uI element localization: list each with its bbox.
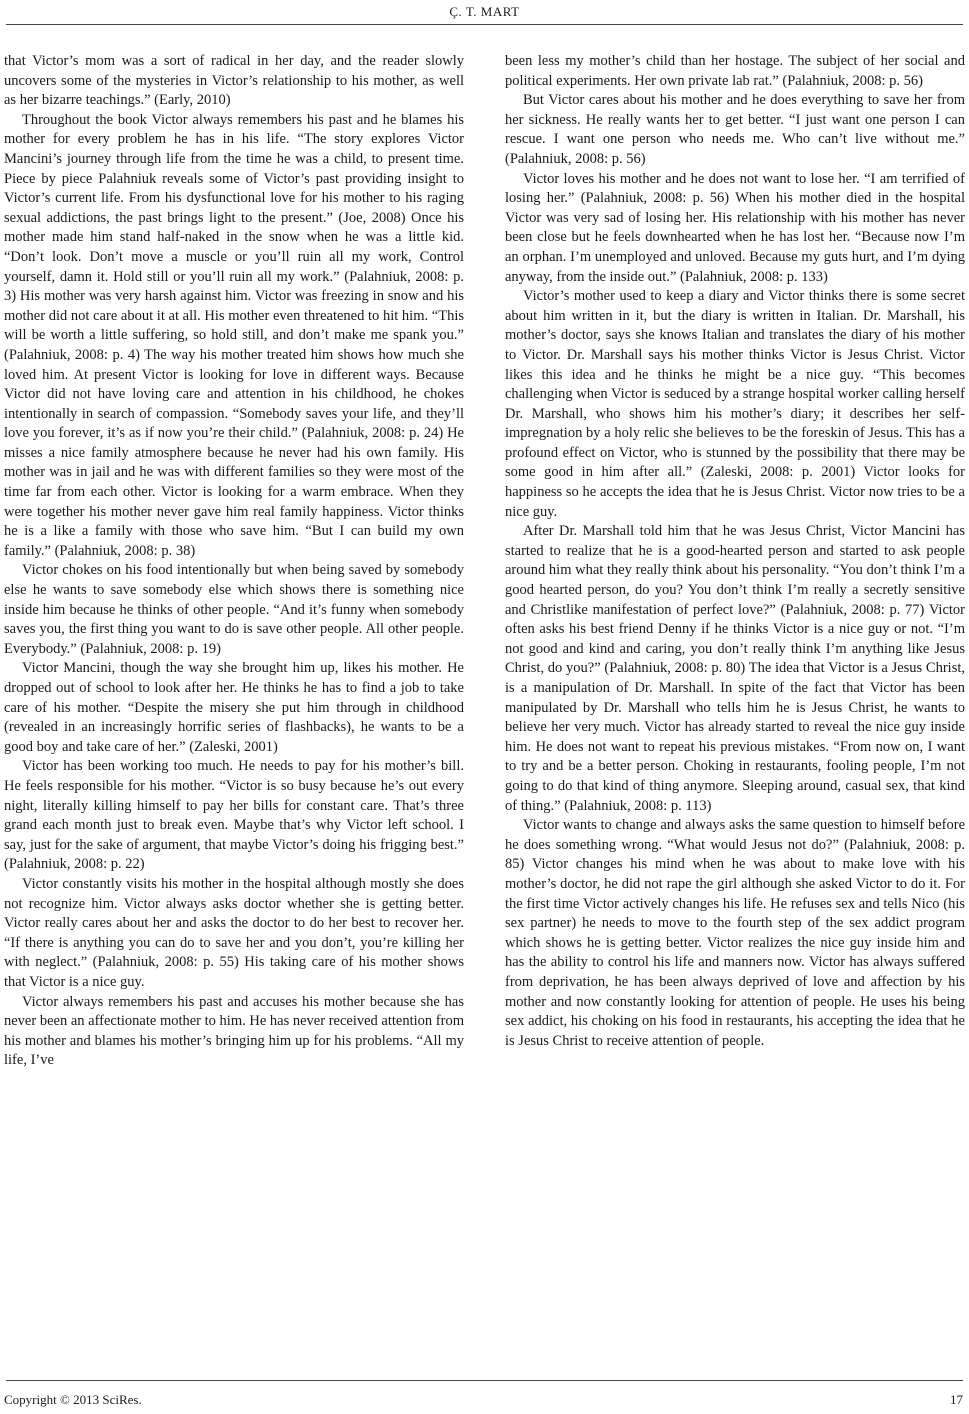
paragraph: Victor loves his mother and he does not want to lose her. “I am terrified of losing her.” (Palahniuk, 2008: p. 56) When his mother died in the hospital Victor was very sad of losing her. His relationship with his mother has never been close but he feels downhearted when he has lost her. “Because now I’m an orphan. I’m unemployed and unloved. Because my guts hurt, and I’m dying anyway, from the inside out.” (Palahniuk, 2008: p. 133) <box>505 170 965 285</box>
right-column <box>505 52 965 1051</box>
paragraph: Victor chokes on his food intentionally but when being saved by somebody else he wants to save somebody else which shows there is something nice inside him because he thinks of other people. “And it’s funny when somebody saves you, the first thing you want to do is save other people. All other people. Everybody.” (Palahniuk, 2008: p. 19) <box>4 562 464 657</box>
footer-rule <box>6 1380 963 1381</box>
paragraph: that Victor’s mom was a sort of radical in her day, and the reader slowly uncovers some of the mysteries in Victor’s relationship to his mother, as well as her bizarre teachings.” (Early, 2010) <box>4 53 464 109</box>
paragraph: Throughout the book Victor always remembers his past and he blames his mother for every problem he has in his life. “The story explores Victor Mancini’s journey through life from the time he was a child, to present time. Piece by piece Palahniuk reveals some of Victor’s past providing insight to Victor’s current life. From his dysfunctional love for his mother to his raging sexual addictions, the past brings light to the present.” (Joe, 2008) Once his mother made him stand half-naked in the snow when he was a little kid. “Don’t look. Don’t move a muscle or you’ll ruin all my work, Control yourself, damn it. Hold still or you’ll ruin all my work.” (Palahniuk, 2008: p. 3) His mother was very harsh against him. Victor was freezing in snow and his mother did not care about it at all. His mother even threatened to hit him. “This will be worth a little suffering, so hold still, and don’t make me spank you.” (Palahniuk, 2008: p. 4) The way his mother treated him shows how much she loved him. At present Victor is looking for love in different ways. Because Victor did not have loving care and attention in his childhood, he chokes intentionally in search of compassion. “Somebody saves your life, and they’ll love you forever, it’s as if now you’re their child.” (Palahniuk, 2008: p. 24) He misses a nice family atmosphere because he never had his own family. His mother was in jail and he was with different families so they were most of the time far from each other. Victor is looking for a warm embrace. When they were together his mother never gave him real family happiness. Victor thinks he is a like a family with those who save him. “But I can build my own family.” (Palahniuk, 2008: p. 38) <box>4 111 464 559</box>
paragraph: Victor has been working too much. He needs to pay for his mother’s bill. He feels responsible for his mother. “Victor is so busy because he’s out every night, literally killing himself to pay her bills for constant care. That’s three grand each month just to break even. Maybe that’s why Victor left school. I say, just for the sake of argument, that maybe Victor’s doing his frigging best.” (Palahniuk, 2008: p. 22) <box>4 758 464 873</box>
copyright-notice: Copyright © 2013 SciRes. <box>4 1392 142 1407</box>
left-column <box>4 52 464 1071</box>
running-head: Ç. T. MART <box>449 4 520 19</box>
paragraph: Victor constantly visits his mother in the hospital although mostly she does not recognize him. Victor always asks doctor whether she is getting better. Victor really cares about her and asks the doctor to do her best to recover her. “If there is anything you can do to save her and you don’t, you’re killing her with neglect.” (Palahniuk, 2008: p. 55) His taking care of his mother shows that Victor is a nice guy. <box>4 875 464 990</box>
paragraph: Victor wants to change and always asks the same question to himself before he does something wrong. “What would Jesus not do?” (Palahniuk, 2008: p. 85) Victor changes his mind when he was about to make love with his mother’s doctor, he did not rape the girl although she asked Victor to do it. For the first time Victor actively changes his life. He refuses sex and tells Nico (his sex partner) he needs to move to the fourth step of the sex addict program which shows he is getting better. Victor realizes the nice guy inside him and has the ability to control his life and manners now. Victor has always suffered from deprivation, he has been always deprived of love and affection by his mother and now constantly looking for attention of people. He uses his being sex addict, his choking on his food in restaurants, his accepting the idea that he is Jesus Christ to receive attention of people. <box>505 817 965 1049</box>
paragraph: Victor always remembers his past and accuses his mother because she has never been an affectionate mother to him. He has never received attention from his mother and blames his mother’s bringing him up for his problems. “All my life, I’ve <box>4 993 464 1069</box>
page-number: 17 <box>950 1392 963 1407</box>
paragraph: Victor Mancini, though the way she brought him up, likes his mother. He dropped out of school to look after her. He thinks he has to find a job to take care of his mother. “Despite the misery she put him through in childhood (revealed in an increasingly horrific series of flashbacks), he wants to be a good boy and take care of her.” (Zaleski, 2001) <box>4 660 464 755</box>
paragraph: But Victor cares about his mother and he does everything to save her from her sickness. He really wants her to get better. “I just want one person I can rescue. I want one person who needs me. Who can’t live without me.” (Palahniuk, 2008: p. 56) <box>505 92 965 167</box>
paragraph: After Dr. Marshall told him that he was Jesus Christ, Victor Mancini has started to realize that he is a good-hearted person and started to ask people around him what they really think about his personality. “You don’t think I’m a good hearted person, do you? You don’t think I’m really a secretly sensitive and Christlike manifestation of perfect love?” (Palahniuk, 2008: p. 77) Victor often asks his best friend Denny if he thinks Victor is a nice guy or not. “I’m not good and kind and caring, you don’t really think I’m anything like Jesus Christ, do you?” (Palahniuk, 2008: p. 80) The idea that Victor is a Jesus Christ, is a manipulation of Dr. Marshall. In spite of the fact that Victor has been manipulated by Dr. Marshall who tells him he is Jesus Christ, he wants to believe her very much. Victor has already started to reveal the nice guy inside him. He does not want to repeat his previous mistakes. “From now on, I want to try and be a better person. Choking in restaurants, fooling people, I’m not going to do that kind of thing anymore. Sleeping around, casual sex, that kind of thing.” (Palahniuk, 2008: p. 113) <box>505 523 965 814</box>
header-rule <box>6 24 963 25</box>
paragraph: Victor’s mother used to keep a diary and Victor thinks there is some secret about him written in it, but the diary is written in Italian. Dr. Marshall, his mother’s doctor, says she knows Italian and translates the diary of his mother to Victor. Dr. Marshall says his mother thinks Victor is Jesus Christ. Victor likes this idea and he thinks he might be a nice guy. “This becomes challenging when Victor is seduced by a strange hospital worker calling herself Dr. Marshall, who shows him his mother’s diary; it describes her self-impregnation by a holy relic she believes to be the foreskin of Jesus. This has a profound effect on Victor, who is stunned by the possibility that there may be some good in him after all.” (Zaleski, 2008: p. 2001) Victor looks for happiness so he accepts the idea that he is Jesus Christ. Victor now tries to be a nice guy. <box>505 288 965 520</box>
paragraph: been less my mother’s child than her hostage. The subject of her social and political experiments. Her own private lab rat.” (Palahniuk, 2008: p. 56) <box>505 53 965 89</box>
